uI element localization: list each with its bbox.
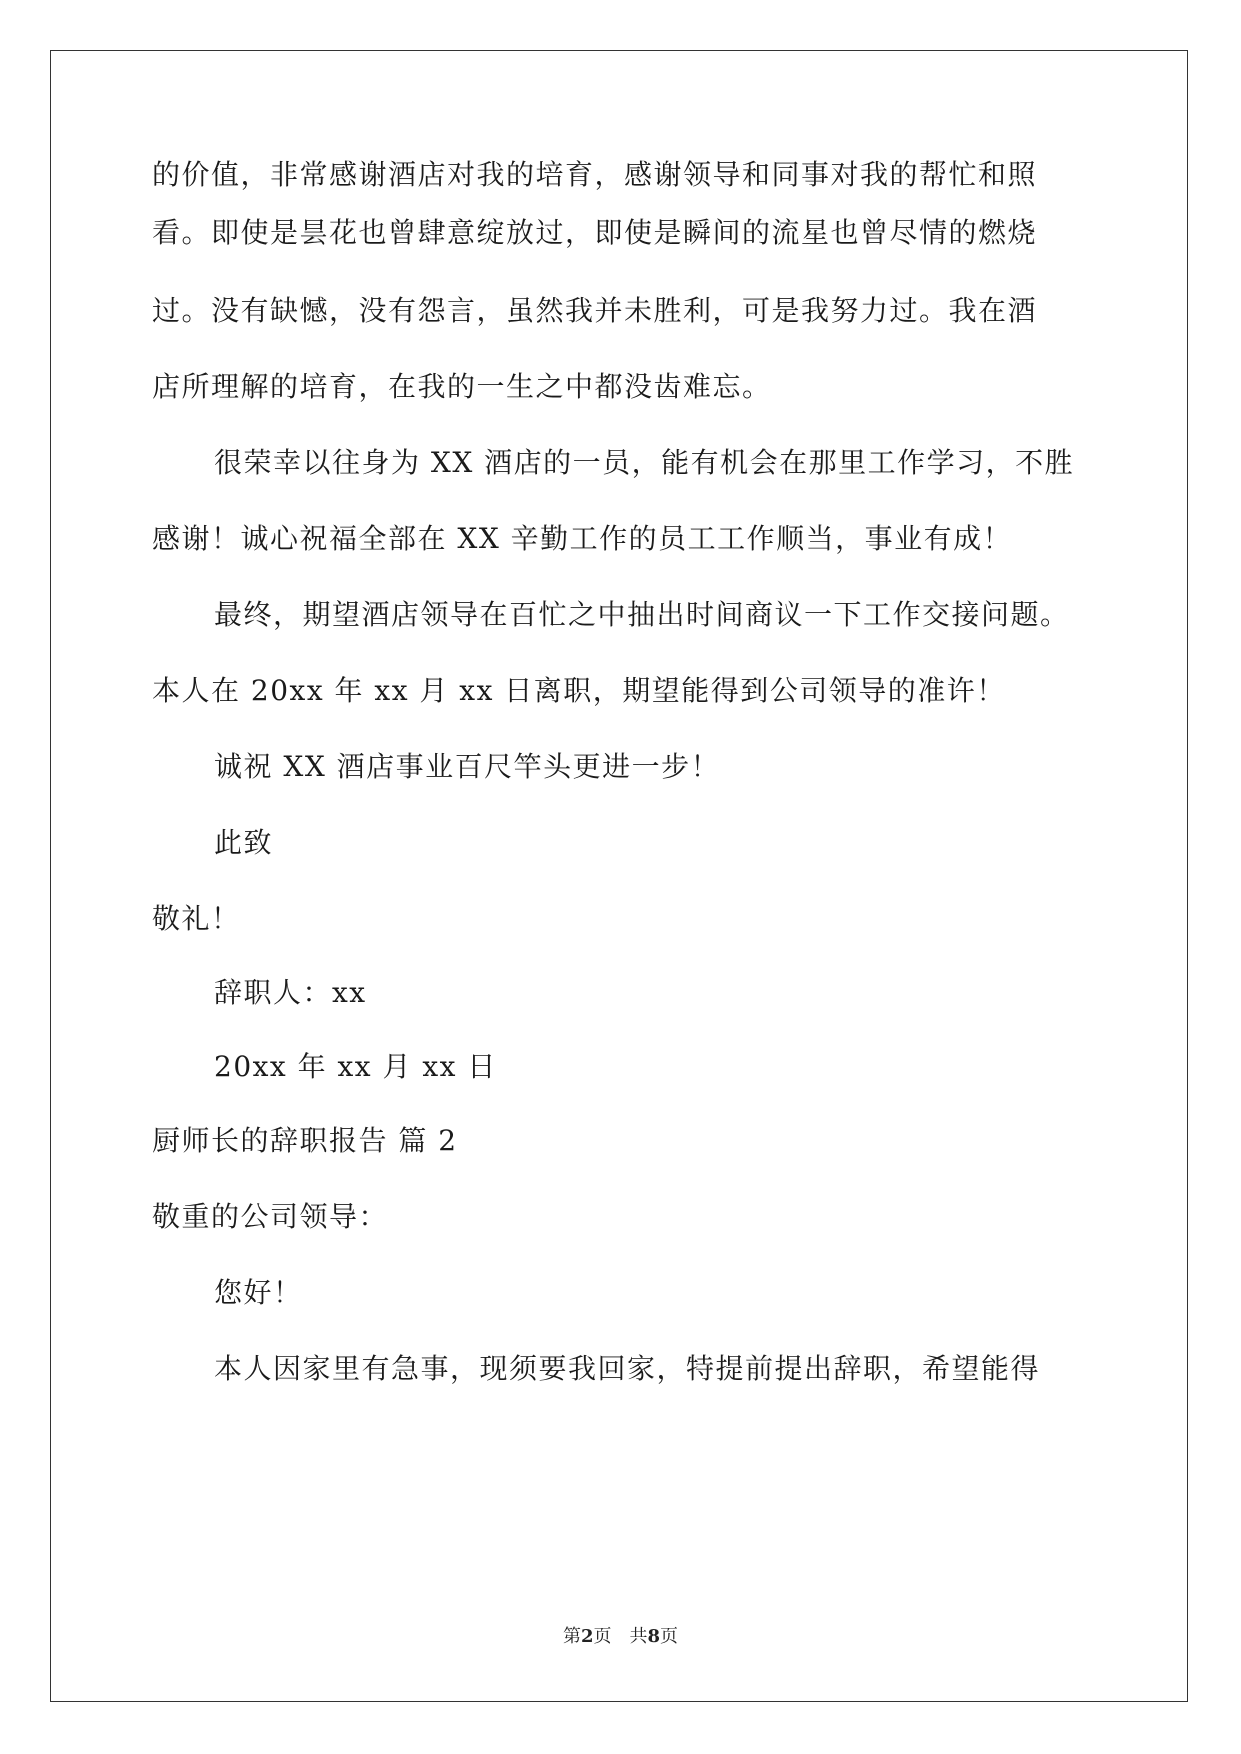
total-page-count: 8 xyxy=(647,1626,661,1647)
text-line: 过。没有缺憾，没有怨言，虽然我并未胜利，可是我努力过。我在酒 xyxy=(152,294,1038,327)
text-line: 感谢！诚心祝福全部在 XX 辛勤工作的员工工作顺当，事业有成！ xyxy=(152,522,1013,555)
paragraph-start: 本人因家里有急事，现须要我回家，特提前提出辞职，希望能得 xyxy=(214,1352,1041,1385)
footer-prefix: 第 xyxy=(562,1626,581,1647)
text-line: 本人在 20xx 年 xx 月 xx 日离职，期望能得到公司领导的准许！ xyxy=(152,674,1006,707)
greeting: 敬重的公司领导： xyxy=(152,1200,389,1233)
paragraph-start: 很荣幸以往身为 XX 酒店的一员，能有机会在那里工作学习，不胜 xyxy=(214,446,1075,479)
text-line: 看。即使是昙花也曾肆意绽放过，即使是瞬间的流星也曾尽情的燃烧 xyxy=(152,216,1038,249)
greeting-hello: 您好！ xyxy=(214,1276,303,1309)
paragraph-start: 最终，期望酒店领导在百忙之中抽出时间商议一下工作交接问题。 xyxy=(214,598,1070,631)
signature-date: 20xx 年 xx 月 xx 日 xyxy=(214,1050,497,1083)
text-line: 店所理解的培育，在我的一生之中都没齿难忘。 xyxy=(152,370,772,403)
footer-middle: 页 共 xyxy=(593,1626,648,1647)
salutation: 敬礼！ xyxy=(152,902,241,935)
signature-name: 辞职人：xx xyxy=(214,976,367,1009)
paragraph-start: 诚祝 XX 酒店事业百尺竿头更进一步！ xyxy=(214,750,721,783)
page-footer xyxy=(0,1622,1241,1648)
footer-suffix: 页 xyxy=(660,1626,679,1647)
section-heading: 厨师长的辞职报告 篇 2 xyxy=(152,1124,458,1157)
text-line: 的价值，非常感谢酒店对我的培育，感谢领导和同事对我的帮忙和照 xyxy=(152,158,1038,191)
current-page-number: 2 xyxy=(580,1626,594,1647)
closing-phrase: 此致 xyxy=(214,826,274,859)
